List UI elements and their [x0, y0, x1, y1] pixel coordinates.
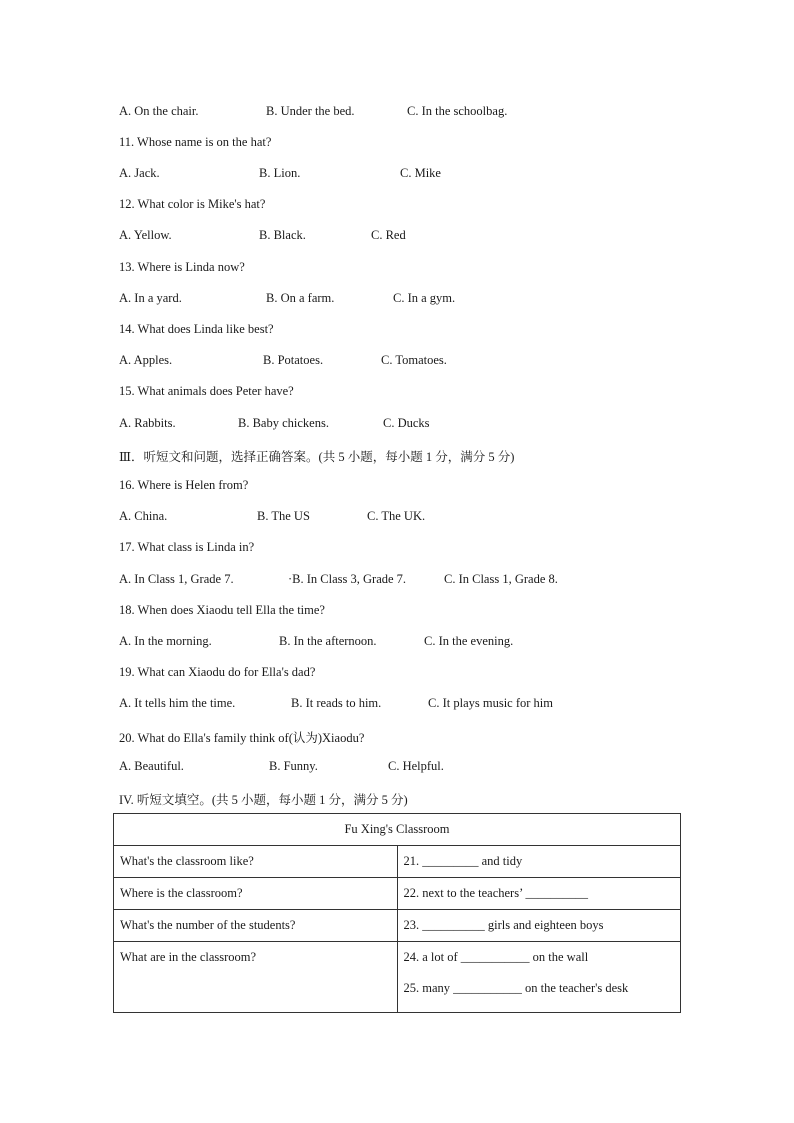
q18-option-c: C. In the evening.: [424, 634, 514, 648]
table-cell-blank: 21. _________ and tidy: [397, 846, 681, 878]
q19-option-a: A. It tells him the time.: [119, 696, 236, 710]
q15-option-a: A. Rabbits.: [119, 416, 176, 430]
table-cell-blank: 22. next to the teachers’ __________: [397, 878, 681, 910]
q14-option-a: A. Apples.: [119, 353, 173, 367]
q10-option-c: C. In the schoolbag.: [407, 104, 508, 118]
q19-option-b: B. It reads to him.: [291, 696, 382, 710]
q12-question: 12. What color is Mike's hat?: [119, 197, 266, 211]
q12-option-c: C. Red: [371, 228, 406, 242]
table-title: Fu Xing's Classroom: [114, 814, 681, 846]
section-3-heading: Ⅲ．听短文和问题，选择正确答案。(共 5 小题，每小题 1 分，满分 5 分): [119, 450, 515, 464]
q11-option-b: B. Lion.: [259, 166, 301, 180]
table-cell-question: What's the classroom like?: [114, 846, 398, 878]
section-4-heading: IV. 听短文填空。(共 5 小题，每小题 1 分，满分 5 分): [119, 793, 408, 807]
q11-question: 11. Whose name is on the hat?: [119, 135, 272, 149]
q18-option-a: A. In the morning.: [119, 634, 212, 648]
q13-option-a: A. In a yard.: [119, 291, 182, 305]
q16-option-a: A. China.: [119, 509, 168, 523]
q18-question: 18. When does Xiaodu tell Ella the time?: [119, 603, 325, 617]
q13-option-b: B. On a farm.: [266, 291, 335, 305]
table-title-row: [114, 814, 681, 846]
table-row: [114, 910, 681, 942]
q10-option-a: A. On the chair.: [119, 104, 199, 118]
blank-24: 24. a lot of ___________ on the wall: [403, 950, 589, 964]
q15-question: 15. What animals does Peter have?: [119, 384, 294, 398]
table-cell-blank: 23. __________ girls and eighteen boys: [397, 910, 681, 942]
table-cell-question: What are in the classroom?: [114, 942, 398, 1013]
table-cell-question: Where is the classroom?: [114, 878, 398, 910]
table-row: [114, 878, 681, 910]
q18-option-b: B. In the afternoon.: [279, 634, 377, 648]
blank-25: 25. many ___________ on the teacher's desk: [403, 981, 629, 995]
q12-option-b: B. Black.: [259, 228, 306, 242]
table-cell-blanks: [397, 942, 681, 1013]
q17-question: 17. What class is Linda in?: [119, 540, 255, 554]
q13-question: 13. Where is Linda now?: [119, 260, 245, 274]
q15-option-b: B. Baby chickens.: [238, 416, 329, 430]
q14-option-b: B. Potatoes.: [263, 353, 324, 367]
q14-question: 14. What does Linda like best?: [119, 322, 274, 336]
q19-question: 19. What can Xiaodu do for Ella's dad?: [119, 665, 316, 679]
q12-option-a: A. Yellow.: [119, 228, 172, 242]
q20-question: 20. What do Ella's family think of(认为)Xiaodu?: [119, 731, 365, 745]
table-cell-question: What's the number of the students?: [114, 910, 398, 942]
q20-option-c: C. Helpful.: [388, 759, 444, 773]
q19-option-c: C. It plays music for him: [428, 696, 553, 710]
q16-option-b: B. The US: [257, 509, 310, 523]
q16-question: 16. Where is Helen from?: [119, 478, 249, 492]
q20-option-a: A. Beautiful.: [119, 759, 184, 773]
fill-in-table: [113, 813, 681, 1013]
q10-option-b: B. Under the bed.: [266, 104, 355, 118]
table-row: [114, 846, 681, 878]
q20-option-b: B. Funny.: [269, 759, 318, 773]
table-row: [114, 942, 681, 1013]
q16-option-c: C. The UK.: [367, 509, 426, 523]
q11-option-a: A. Jack.: [119, 166, 160, 180]
q15-option-c: C. Ducks: [383, 416, 430, 430]
q14-option-c: C. Tomatoes.: [381, 353, 447, 367]
q17-option-a: A. In Class 1, Grade 7.: [119, 572, 234, 586]
q17-option-b: ·B. In Class 3, Grade 7.: [288, 572, 407, 586]
q11-option-c: C. Mike: [400, 166, 441, 180]
q13-option-c: C. In a gym.: [393, 291, 456, 305]
q17-option-c: C. In Class 1, Grade 8.: [444, 572, 558, 586]
